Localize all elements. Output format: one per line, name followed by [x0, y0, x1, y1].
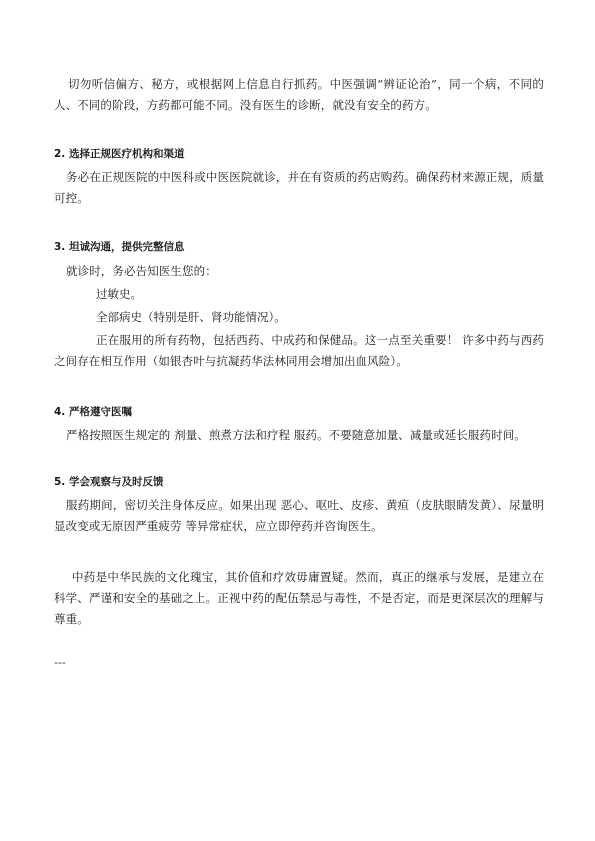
- section-heading-4: 4. 严格遵守医嘱: [54, 406, 132, 418]
- section-body-5: 服药期间，密切关注身体反应。如果出现 恶心、呕吐、皮疹、黄疸（皮肤眼睛发黄）、尿量明显改变或无原因严重疲劳 等异常症状，应立即停药并咨询医生。: [54, 498, 544, 533]
- list-item-medications: 正在服用的所有药物，包括西药、中成药和保健品。这一点至关重要！ 许多中药与西药之间存在相互作用（如银杏叶与抗凝药华法林同用会增加出血风险）。: [54, 333, 544, 368]
- intro-paragraph: 切勿听信偏方、秘方，或根据网上信息自行抓药。中医强调“辨证论治”，同一个病，不同的人、不同的阶段，方药都可能不同。没有医生的诊断，就没有安全的药方。: [54, 77, 544, 112]
- section-heading-2: 2. 选择正规医疗机构和渠道: [54, 148, 185, 160]
- list-item-allergy: 过敏史。: [96, 287, 142, 301]
- section-body-4: 严格按照医生规定的 剂量、煎煮方法和疗程 服药。不要随意加量、减量或延长服药时间。: [66, 428, 526, 442]
- section-body-2: 务必在正规医院的中医科或中医医院就诊，并在有资质的药店购药。确保药材来源正规，质量可控。: [54, 170, 544, 205]
- section-heading-3: 3. 坦诚沟通，提供完整信息: [54, 241, 185, 253]
- section-heading-5: 5. 学会观察与及时反馈: [54, 476, 164, 488]
- list-item-history: 全部病史（特别是肝、肾功能情况）。: [96, 310, 286, 324]
- section-body-3: 就诊时，务必告知医生您的：: [66, 264, 217, 278]
- conclusion-paragraph: 中药是中华民族的文化瑰宝，其价值和疗效毋庸置疑。然而，真正的继承与发展，是建立在科学、严谨和安全的基础之上。正视中药的配伍禁忌与毒性，不是否定，而是更深层次的理解与尊重。: [54, 570, 544, 626]
- separator-line: ---: [54, 656, 66, 669]
